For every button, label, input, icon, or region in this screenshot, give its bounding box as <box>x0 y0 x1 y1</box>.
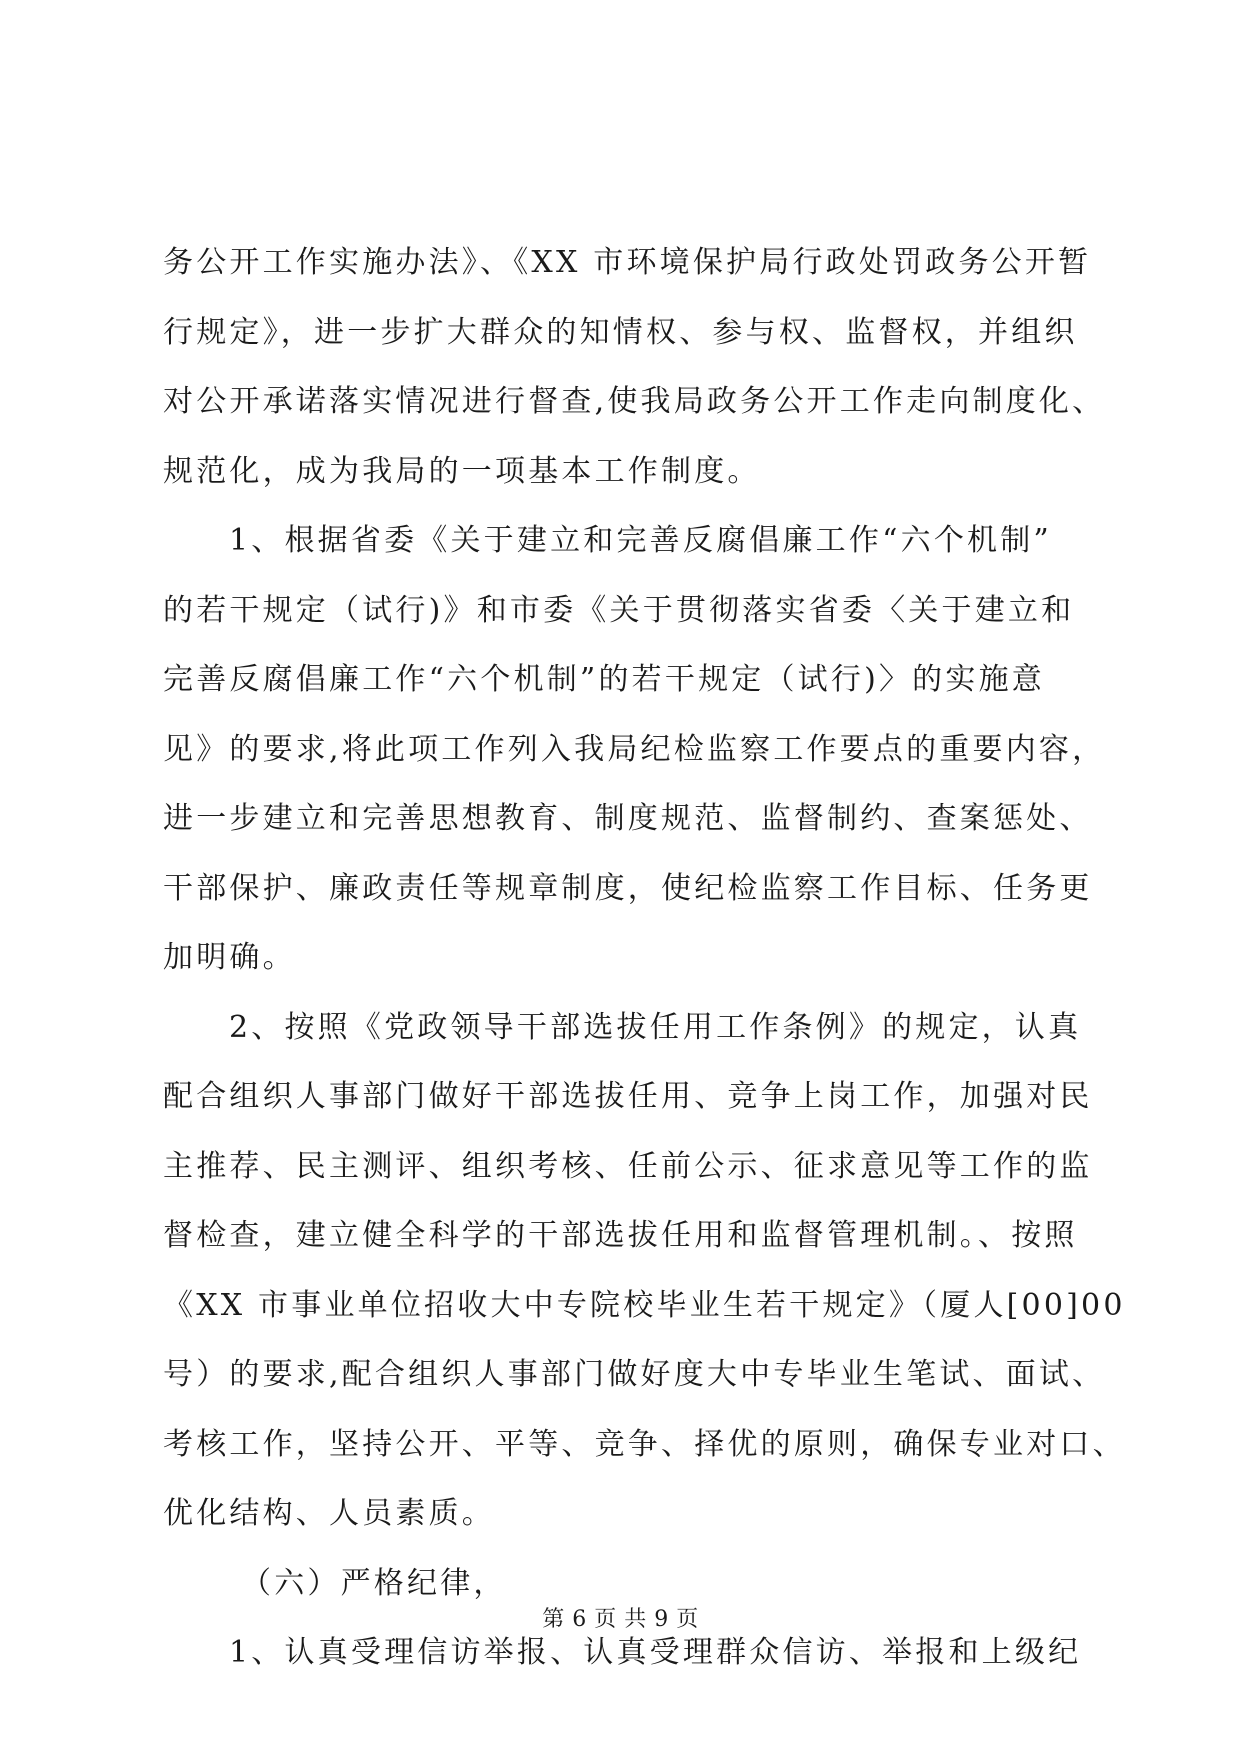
text-line: 的若干规定（试行)》和市委《关于贯彻落实省委〈关于建立和 <box>163 592 1075 628</box>
text-line: 配合组织人事部门做好干部选拔任用、竞争上岗工作，加强对民 <box>163 1079 1093 1114</box>
text-line: 《XX 市事业单位招收大中专院校毕业生若干规定》（厦人[00]00 <box>163 1287 1126 1323</box>
text-line: 务公开工作实施办法》、《XX 市环境保护局行政处罚政务公开暂 <box>163 245 1092 280</box>
text-line: 规范化，成为我局的一项基本工作制度。 <box>163 453 761 489</box>
text-line: 优化结构、人员素质。 <box>163 1496 495 1531</box>
text-line: 对公开承诺落实情况进行督查,使我局政务公开工作走向制度化、 <box>163 384 1106 419</box>
text-line: 1、认真受理信访举报、认真受理群众信访、举报和上级纪 <box>229 1635 1082 1670</box>
text-line: 见》的要求,将此项工作列入我局纪检监察工作要点的重要内容， <box>163 731 1106 767</box>
text-line: 2、按照《党政领导干部选拔任用工作条例》的规定，认真 <box>229 1009 1082 1045</box>
text-line: 督检查，建立健全科学的干部选拔任用和监督管理机制。、按照 <box>163 1218 1078 1253</box>
page-footer: 第 6 页 共 9 页 <box>542 1607 699 1632</box>
text-line: 干部保护、廉政责任等规章制度，使纪检监察工作目标、任务更 <box>163 870 1093 906</box>
text-line: 加明确。 <box>163 940 296 975</box>
text-line: 主推荐、民主测评、组织考核、任前公示、征求意见等工作的监 <box>163 1148 1093 1184</box>
text-line: 号）的要求,配合组织人事部门做好度大中专毕业生笔试、面试、 <box>163 1357 1106 1392</box>
text-line: 行规定》，进一步扩大群众的知情权、参与权、监督权，并组织 <box>163 314 1078 350</box>
document-body <box>163 228 1126 1688</box>
text-line: （六）严格纪律， <box>241 1565 507 1601</box>
text-line: 考核工作，坚持公开、平等、竞争、择优的原则，确保专业对口、 <box>163 1426 1126 1462</box>
text-line: 完善反腐倡廉工作“六个机制”的若干规定（试行)〉的实施意 <box>163 662 1045 697</box>
text-line: 进一步建立和完善思想教育、制度规范、监督制约、查案惩处、 <box>163 801 1093 836</box>
text-line: 1、根据省委《关于建立和完善反腐倡廉工作“六个机制” <box>229 523 1052 558</box>
